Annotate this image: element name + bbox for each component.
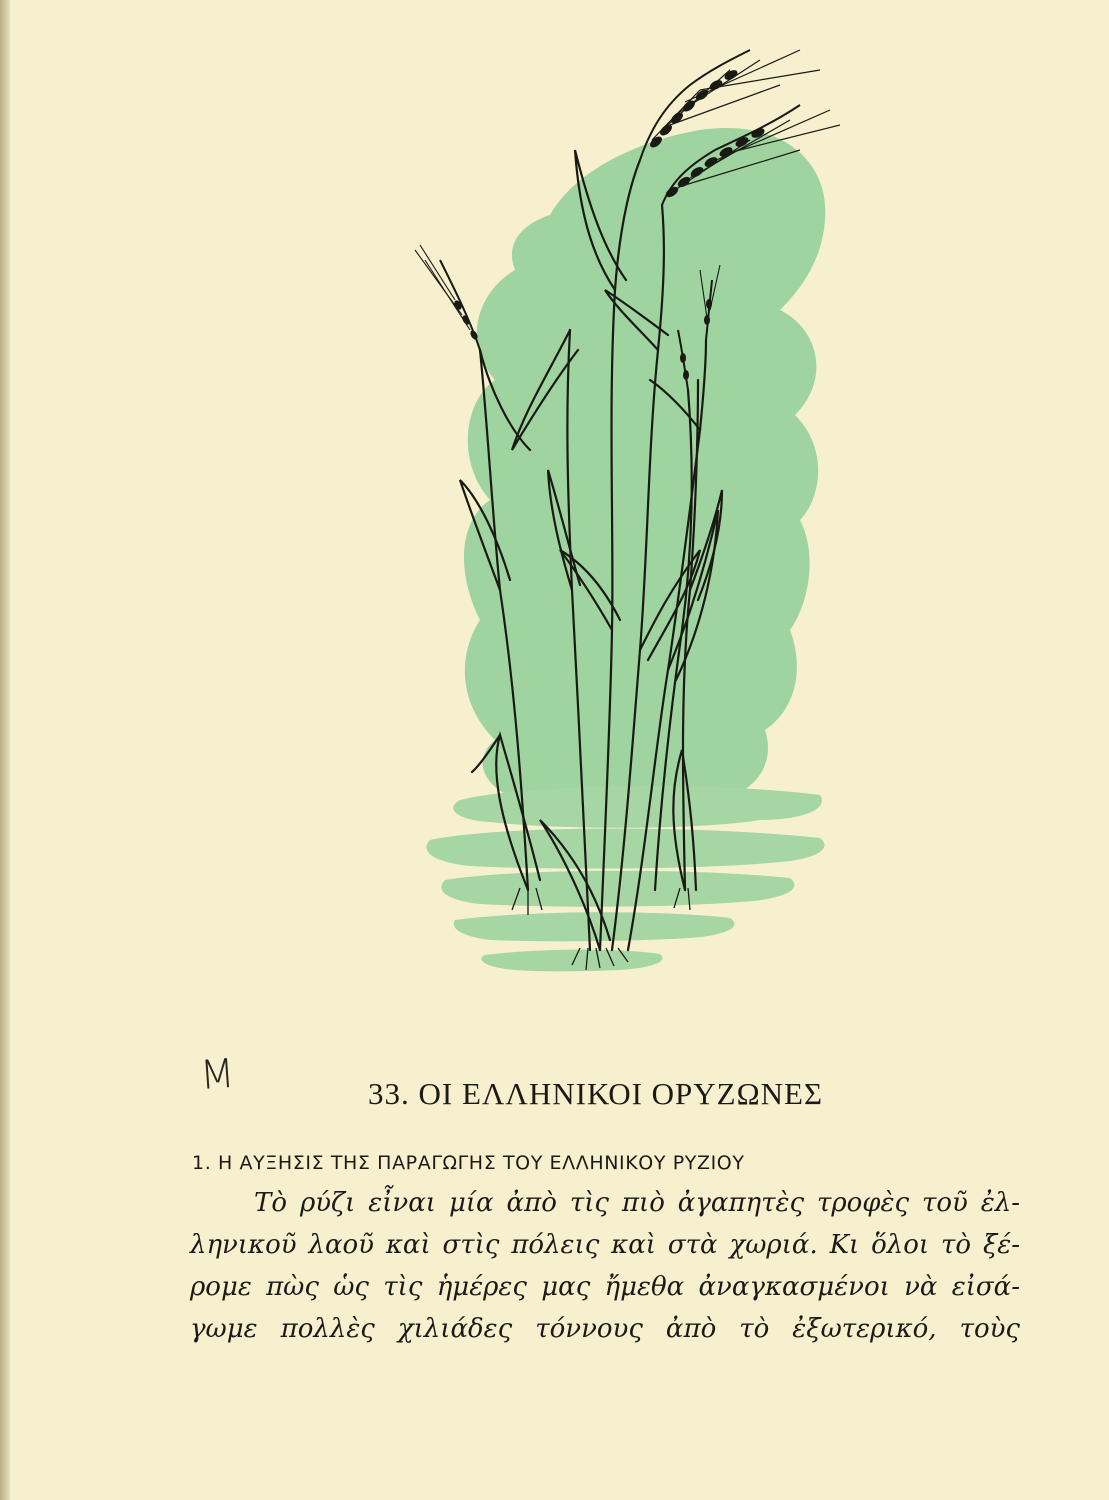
paragraph-line: ληνικοῦ λαοῦ καὶ στὶς πόλεις καὶ στὰ χωριά. Κι ὅλοι τὸ ξέ- bbox=[190, 1230, 1020, 1260]
handwritten-mark: M bbox=[198, 1050, 237, 1100]
rice-plant-illustration bbox=[400, 30, 850, 980]
green-background-shape bbox=[464, 128, 825, 800]
lesson-title: 33. ΟΙ ΕΛΛΗΝΙΚΟΙ ΟΡΥΖΩΝΕΣ bbox=[368, 1076, 824, 1111]
paragraph-line: γωμε πολλὲς χιλιάδες τόννους ἀπὸ τὸ ἐξωτερικό, τοὺς bbox=[190, 1314, 1020, 1344]
paragraph-line: Τὸ ρύζι εἶναι μία ἀπὸ τὶς πιὸ ἀγαπητὲς τροφὲς τοῦ ἐλ- bbox=[254, 1188, 1020, 1218]
page-edge bbox=[0, 0, 10, 1500]
paragraph-line: ρομε πὼς ὡς τὶς ἡμέρες μας ἤμεθα ἀναγκασμένοι νὰ εἰσά- bbox=[190, 1272, 1020, 1302]
body-paragraph bbox=[190, 1182, 1020, 1350]
water-ripples bbox=[426, 786, 824, 971]
section-subtitle: 1. Η ΑΥΞΗΣΙΣ ΤΗΣ ΠΑΡΑΓΩΓΗΣ ΤΟΥ ΕΛΛΗΝΙΚΟΥ ΡΥΖΙΟΥ bbox=[192, 1152, 745, 1174]
